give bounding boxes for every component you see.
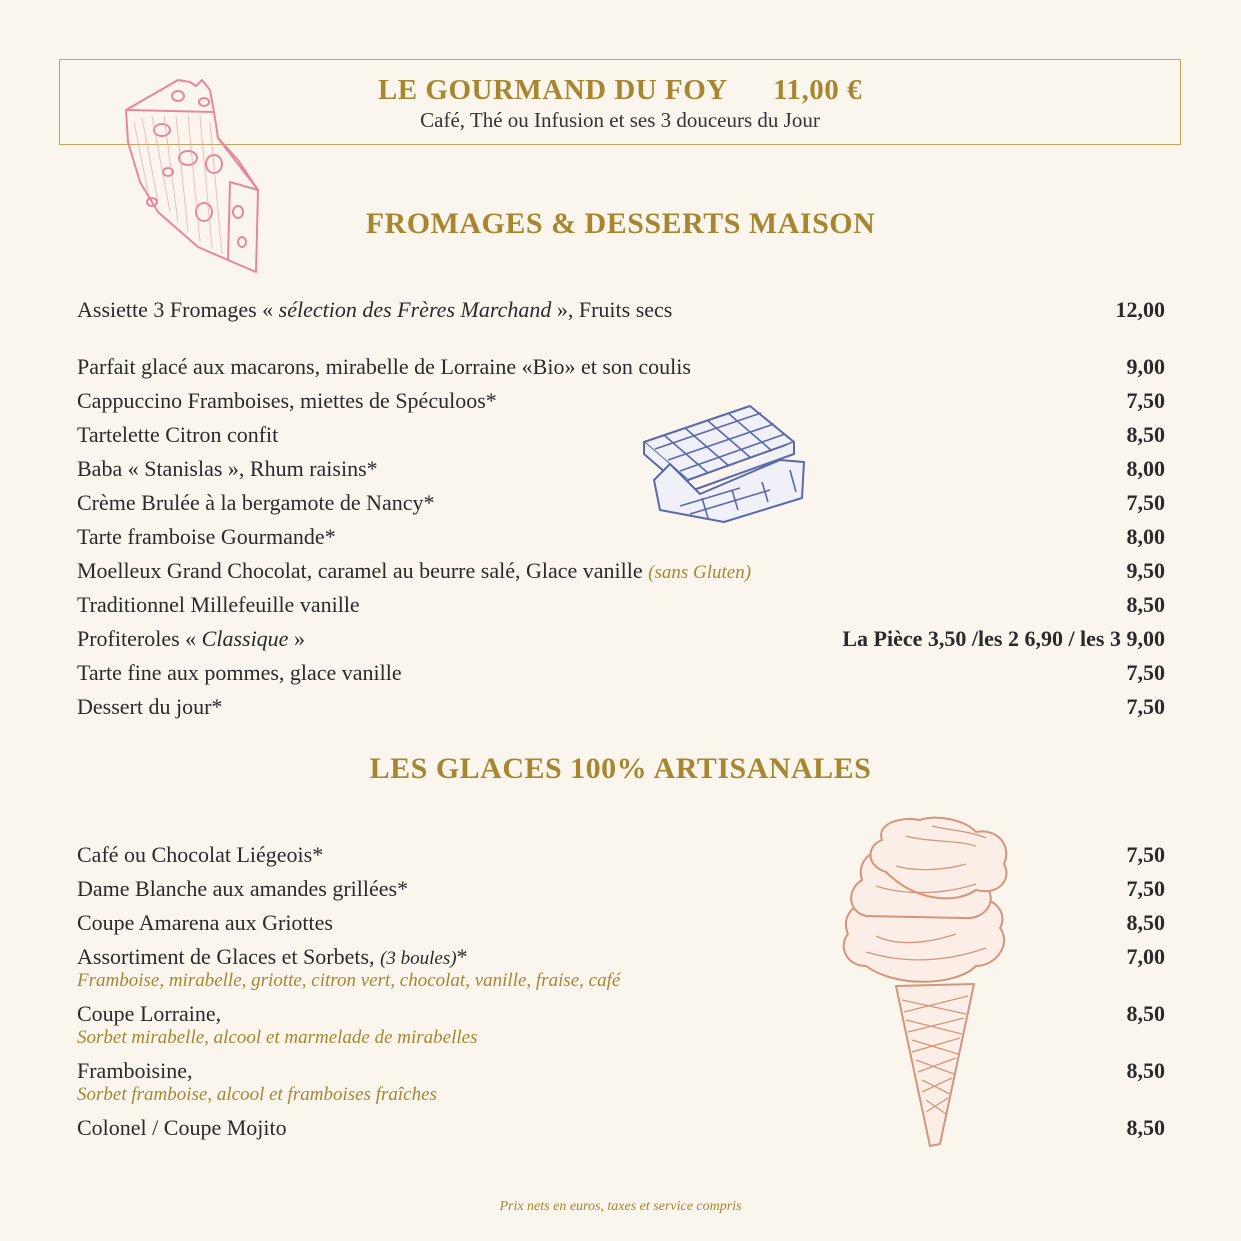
- menu-item-label: Dessert du jour*: [77, 694, 223, 719]
- menu-row: [77, 422, 1165, 452]
- ice-cream-cone-icon: [836, 816, 1020, 1150]
- menu-item-description: Framboise, mirabelle, griotte, citron vert, chocolat, vanille, fraise, café: [77, 970, 621, 991]
- menu-item-price: 8,50: [1126, 1115, 1165, 1140]
- menu-item-price: 7,50: [1126, 660, 1165, 685]
- menu-item-price: 7,50: [1126, 876, 1165, 901]
- menu-item-label: Parfait glacé aux macarons, mirabelle de Lorraine «Bio» et son coulis: [77, 354, 691, 379]
- menu-row: [77, 490, 1165, 520]
- menu-item-label: Colonel / Coupe Mojito: [77, 1115, 287, 1140]
- cheese-illustration-icon: [118, 72, 263, 277]
- menu-item-price: 8,50: [1126, 592, 1165, 617]
- menu-item-price: 8,00: [1126, 456, 1165, 481]
- menu-row: [77, 297, 1165, 327]
- menu-item-label: Dame Blanche aux amandes grillées*: [77, 876, 409, 901]
- menu-item-price: 8,50: [1126, 1001, 1165, 1026]
- menu-item-price: 7,50: [1126, 388, 1165, 413]
- menu-row: [77, 388, 1165, 418]
- menu-item-price: 8,00: [1126, 524, 1165, 549]
- menu-item-price: 9,50: [1126, 558, 1165, 583]
- menu-item-label: Tarte framboise Gourmande*: [77, 524, 336, 549]
- menu-row: [77, 694, 1165, 724]
- menu-row: [77, 456, 1165, 486]
- menu-item-price: 7,50: [1126, 842, 1165, 867]
- menu-item-label: Café ou Chocolat Liégeois*: [77, 842, 324, 867]
- menu-row: [77, 592, 1165, 622]
- gluten-free-note: (sans Gluten): [648, 562, 752, 583]
- menu-item-label: Coupe Lorraine,: [77, 1001, 222, 1026]
- menu-item-price: 9,00: [1126, 354, 1165, 379]
- menu-item-label: Assiette 3 Fromages « sélection des Frères Marchand », Fruits secs: [77, 297, 673, 322]
- menu-item-price: La Pièce 3,50 /les 2 6,90 / les 3 9,00: [842, 626, 1165, 651]
- menu-item-label: Coupe Amarena aux Griottes: [77, 910, 333, 935]
- gourmand-name: LE GOURMAND DU FOY: [377, 74, 727, 106]
- gourmand-price: 11,00 €: [773, 74, 863, 106]
- menu-item-price: 8,50: [1126, 422, 1165, 447]
- menu-item-price: 12,00: [1115, 297, 1165, 322]
- menu-row: [77, 354, 1165, 384]
- menu-item-description: Sorbet framboise, alcool et framboises fraîches: [77, 1084, 437, 1105]
- chocolate-bar-icon: [640, 402, 808, 526]
- menu-item-label: Crème Brulée à la bergamote de Nancy*: [77, 490, 435, 515]
- menu-row: [77, 660, 1165, 690]
- menu-item-label: Framboisine,: [77, 1058, 193, 1083]
- gourmand-subtitle: Café, Thé ou Infusion et ses 3 douceurs du Jour: [420, 108, 820, 132]
- menu-item-label: Tarte fine aux pommes, glace vanille: [77, 660, 402, 685]
- menu-item-price: 8,50: [1126, 1058, 1165, 1083]
- desserts-section-title: FROMAGES & DESSERTS MAISON: [365, 207, 876, 240]
- menu-item-label: Traditionnel Millefeuille vanille: [77, 592, 360, 617]
- menu-item-price: 7,00: [1126, 944, 1165, 969]
- menu-row: [77, 626, 1165, 656]
- menu-item-price: 7,50: [1126, 490, 1165, 515]
- menu-item-label: Profiteroles « Classique »: [77, 626, 305, 651]
- menu-item-label: Tartelette Citron confit: [77, 422, 279, 447]
- menu-item-price: 7,50: [1126, 694, 1165, 719]
- glaces-section-title: LES GLACES 100% ARTISANALES: [369, 752, 872, 785]
- menu-row: [77, 524, 1165, 554]
- menu-item-label: Moelleux Grand Chocolat, caramel au beurre salé, Glace vanille (sans Gluten): [77, 558, 752, 583]
- price-footnote: Prix nets en euros, taxes et service compris: [499, 1199, 742, 1214]
- menu-item-label: Cappuccino Framboises, miettes de Spéculoos*: [77, 388, 497, 413]
- menu-item-label: Baba « Stanislas », Rhum raisins*: [77, 456, 378, 481]
- menu-item-description: Sorbet mirabelle, alcool et marmelade de mirabelles: [77, 1027, 478, 1048]
- menu-item-label: Assortiment de Glaces et Sorbets, (3 boules)*: [77, 944, 468, 969]
- menu-row: [77, 558, 1165, 588]
- menu-item-price: 8,50: [1126, 910, 1165, 935]
